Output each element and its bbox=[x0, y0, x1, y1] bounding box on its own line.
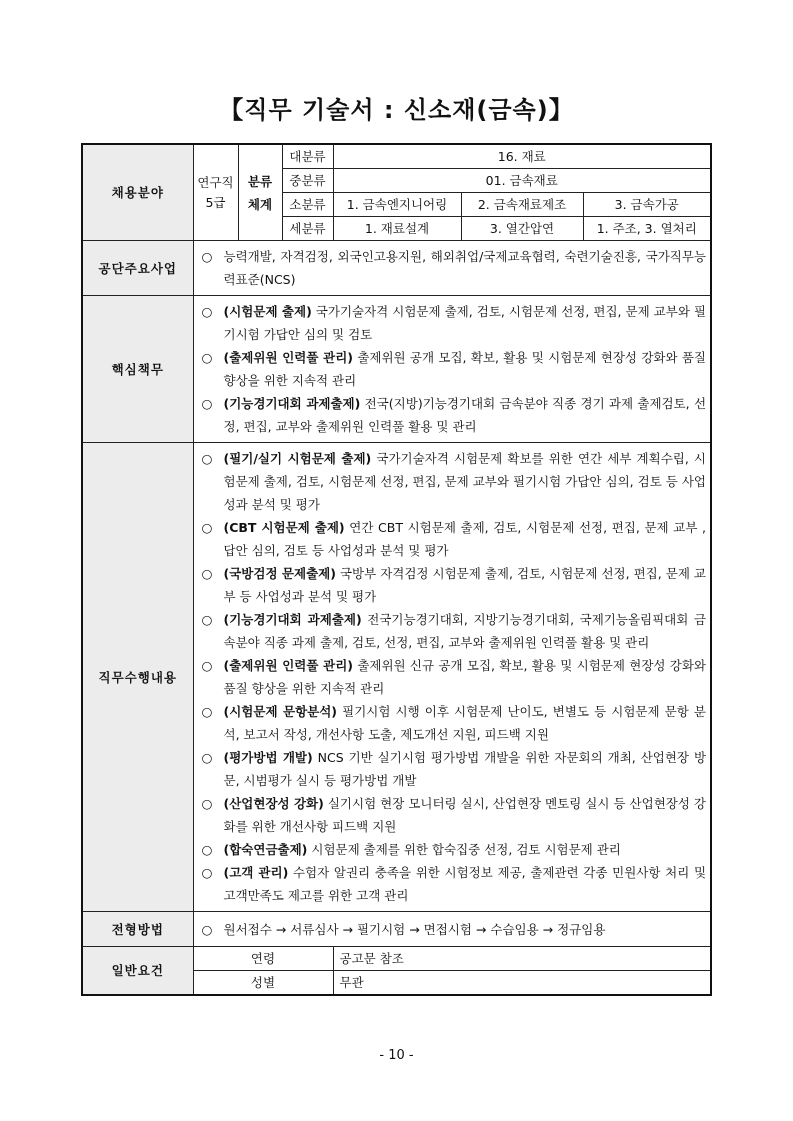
item-heading: (산업현장성 강화) bbox=[223, 796, 324, 811]
bullet: ○ bbox=[201, 658, 213, 673]
list-item bbox=[202, 346, 707, 392]
jung-label: 중분류 bbox=[282, 169, 333, 193]
item-text: 연간 CBT 시험문제 출제, 검토, 시험문제 선정, 편집, 문제 교부 , 답안 심의, 검토 등 사업성과 분석 및 평가 bbox=[223, 520, 707, 558]
se-value-2: 3. 열간압연 bbox=[461, 217, 583, 241]
grade-value: 연구직 5급 bbox=[197, 174, 234, 210]
item-heading: (기능경기대회 과제출제) bbox=[223, 396, 361, 411]
bullet: ○ bbox=[201, 520, 213, 535]
selection-label: 전형방법 bbox=[82, 912, 193, 947]
list-item bbox=[202, 838, 707, 861]
item-text: 출제위원 신규 공개 모집, 확보, 활용 및 시험문제 현장성 강화와 품질 향상을 위한 지속적 관리 bbox=[223, 658, 707, 696]
core-duties-content bbox=[193, 296, 711, 443]
bullet: ○ bbox=[201, 704, 213, 719]
bullet: ○ bbox=[201, 865, 213, 880]
list-item bbox=[202, 792, 707, 838]
item-heading: (기능경기대회 과제출제) bbox=[223, 612, 362, 627]
item-heading: (평가방법 개발) bbox=[223, 750, 313, 765]
list-item bbox=[202, 562, 707, 608]
grade-cell bbox=[193, 144, 238, 241]
job-content-content bbox=[193, 443, 711, 912]
bullet: ○ bbox=[201, 451, 213, 466]
item-heading: (시험문제 출제) bbox=[223, 304, 312, 319]
so-value-3: 3. 금속가공 bbox=[583, 193, 711, 217]
so-label: 소분류 bbox=[282, 193, 333, 217]
list-item bbox=[202, 392, 707, 438]
item-text: NCS 기반 실기시험 평가방법 개발을 위한 자문회의 개최, 산업현장 방문, 시범평가 실시 등 평가방법 개발 bbox=[223, 750, 707, 788]
list-item bbox=[202, 700, 707, 746]
bullet: ○ bbox=[201, 842, 213, 857]
bullet: ○ bbox=[201, 750, 213, 765]
bullet: ○ bbox=[201, 396, 213, 411]
se-label: 세분류 bbox=[282, 217, 333, 241]
so-value-1: 1. 금속엔지니어링 bbox=[333, 193, 461, 217]
list-item bbox=[202, 654, 707, 700]
business-text: 능력개발, 자격검정, 외국인고용지원, 해외취업/국제교육협력, 숙련기술진흥, 국가직무능력표준(NCS) bbox=[223, 249, 707, 287]
item-text: 시험문제 출제를 위한 합숙집중 선정, 검토 시험문제 관리 bbox=[307, 842, 621, 857]
list-item bbox=[202, 516, 707, 562]
page-title: 【직무 기술서 : 신소재(금속)】 bbox=[219, 96, 574, 124]
bullet: ○ bbox=[201, 350, 213, 365]
bullet: ○ bbox=[201, 612, 213, 627]
core-duties-label: 핵심책무 bbox=[82, 296, 193, 443]
item-text: 국가기술자격 시험문제 확보를 위한 연간 세부 계획수립, 시험문제 출제, 검토, 시험문제 선정, 편집, 문제 교부와 필기시험 가답안 심의, 검토 등 사업성과 분석 및 평가 bbox=[223, 451, 707, 512]
dae-label: 대분류 bbox=[282, 144, 333, 169]
age-label: 연령 bbox=[193, 947, 333, 971]
job-description-table bbox=[81, 143, 712, 996]
selection-content bbox=[193, 912, 711, 947]
item-text: 출제위원 공개 모집, 확보, 활용 및 시험문제 현장성 강화와 품질 향상을 위한 지속적 관리 bbox=[223, 350, 707, 388]
classification-label bbox=[238, 144, 282, 241]
se-value-1: 1. 재료설계 bbox=[333, 217, 461, 241]
item-text: 필기시험 시행 이후 시험문제 난이도, 변별도 등 시험문제 문항 분석, 보고서 작성, 개선사항 도출, 제도개선 지원, 피드백 지원 bbox=[223, 704, 706, 742]
gender-label: 성별 bbox=[193, 971, 333, 996]
dae-value: 16. 재료 bbox=[333, 144, 711, 169]
list-item bbox=[202, 447, 707, 516]
general-label: 일반요건 bbox=[82, 947, 193, 996]
item-text: 국가기술자격 시험문제 출제, 검토, 시험문제 선정, 편집, 문제 교부와 필기시험 가답안 심의 및 검토 bbox=[223, 304, 707, 342]
selection-text: 원서접수 → 서류심사 → 필기시험 → 면접시험 → 수습임용 → 정규임용 bbox=[223, 921, 606, 937]
bullet: ○ bbox=[201, 796, 213, 811]
so-value-2: 2. 금속재료제조 bbox=[461, 193, 583, 217]
jung-value: 01. 금속재료 bbox=[333, 169, 711, 193]
bullet: ○ bbox=[201, 566, 213, 581]
item-text: 수험자 알권리 충족을 위한 시험정보 제공, 출제관련 각종 민원사항 처리 및 고객만족도 제고를 위한 고객 관리 bbox=[223, 865, 707, 903]
item-text: 국방부 자격검정 시험문제 출제, 검토, 시험문제 선정, 편집, 문제 교부 등 사업성과 분석 및 평가 bbox=[223, 566, 706, 604]
list-item bbox=[202, 300, 707, 346]
business-label: 공단주요사업 bbox=[82, 241, 193, 296]
list-item bbox=[202, 608, 707, 654]
item-heading: (국방검정 문제출제) bbox=[223, 566, 336, 581]
list-item bbox=[202, 861, 707, 907]
bullet: ○ bbox=[201, 304, 213, 319]
age-value: 공고문 참조 bbox=[333, 947, 711, 971]
classification-text: 분류 체계 bbox=[247, 173, 273, 212]
item-heading: (합숙연금출제) bbox=[223, 842, 308, 857]
item-heading: (출제위원 인력풀 관리) bbox=[223, 658, 353, 673]
se-value-3: 1. 주조, 3. 열처리 bbox=[583, 217, 711, 241]
bullet: ○ bbox=[201, 921, 213, 937]
item-heading: (CBT 시험문제 출제) bbox=[223, 520, 345, 535]
item-heading: (고객 관리) bbox=[223, 865, 289, 880]
list-item bbox=[202, 746, 707, 792]
job-content-label: 직무수행내용 bbox=[82, 443, 193, 912]
item-heading: (출제위원 인력풀 관리) bbox=[223, 350, 353, 365]
item-text: 실기시험 현장 모니터링 실시, 산업현장 멘토링 실시 등 산업현장성 강화를 위한 개선사항 피드백 지원 bbox=[223, 796, 707, 834]
recruit-field-label: 채용분야 bbox=[82, 144, 193, 241]
item-text: 전국(지방)기능경기대회 금속분야 직종 경기 과제 출제검토, 선정, 편집, 교부와 출제위원 인력풀 활용 및 관리 bbox=[223, 396, 707, 434]
page-number: - 10 - bbox=[379, 1048, 414, 1063]
business-content bbox=[193, 241, 711, 296]
item-heading: (필기/실기 시험문제 출제) bbox=[223, 451, 372, 466]
item-heading: (시험문제 문항분석) bbox=[223, 704, 338, 719]
gender-value: 무관 bbox=[333, 971, 711, 996]
item-text: 전국기능경기대회, 지방기능경기대회, 국제기능올림픽대회 금속분야 직종 과제 출제, 검토, 선정, 편집, 교부와 출제위원 인력풀 활용 및 관리 bbox=[223, 612, 707, 650]
bullet: ○ bbox=[201, 249, 213, 264]
